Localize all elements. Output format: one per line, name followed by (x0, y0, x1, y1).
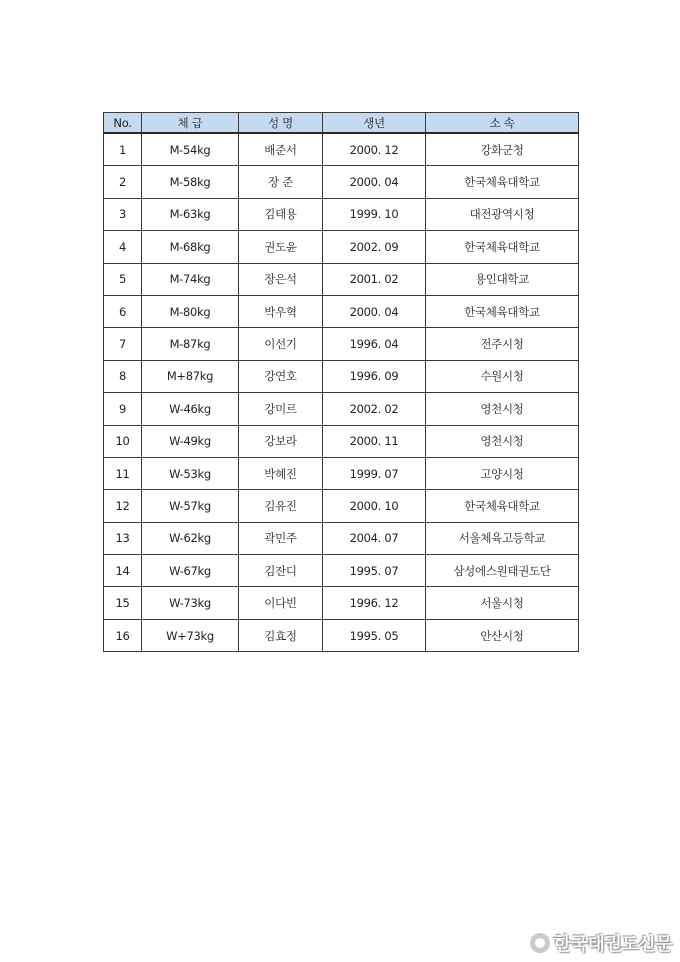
table-row (104, 490, 579, 522)
cell-birth: 2000. 12 (323, 133, 426, 166)
cell-name: 김효정 (239, 619, 323, 651)
table-row (104, 360, 579, 392)
cell-no: 12 (104, 490, 142, 522)
cell-team: 삼성에스원태권도단 (426, 555, 579, 587)
table-row (104, 198, 579, 230)
cell-birth: 2002. 09 (323, 231, 426, 263)
cell-birth: 1995. 07 (323, 555, 426, 587)
table-header-row (104, 113, 579, 134)
cell-weight-class: M-58kg (142, 166, 239, 198)
cell-no: 16 (104, 619, 142, 651)
table-body (104, 133, 579, 652)
cell-team: 한국체육대학교 (426, 295, 579, 327)
cell-no: 13 (104, 522, 142, 554)
cell-birth: 2000. 11 (323, 425, 426, 457)
cell-team: 수원시청 (426, 360, 579, 392)
watermark (530, 930, 672, 956)
roster-table (103, 112, 579, 652)
cell-birth: 2000. 04 (323, 295, 426, 327)
cell-weight-class: W-49kg (142, 425, 239, 457)
cell-name: 이다빈 (239, 587, 323, 619)
header-no: No. (104, 113, 142, 134)
cell-weight-class: W+73kg (142, 619, 239, 651)
cell-team: 서울체육고등학교 (426, 522, 579, 554)
table-row (104, 619, 579, 651)
table-row (104, 425, 579, 457)
cell-team: 한국체육대학교 (426, 231, 579, 263)
cell-team: 한국체육대학교 (426, 166, 579, 198)
cell-birth: 2004. 07 (323, 522, 426, 554)
cell-no: 2 (104, 166, 142, 198)
cell-team: 서울시청 (426, 587, 579, 619)
table-row (104, 555, 579, 587)
table-row (104, 133, 579, 166)
cell-name: 박우혁 (239, 295, 323, 327)
table-row (104, 295, 579, 327)
cell-birth: 2001. 02 (323, 263, 426, 295)
cell-no: 6 (104, 295, 142, 327)
table-row (104, 393, 579, 425)
cell-no: 5 (104, 263, 142, 295)
table-row (104, 522, 579, 554)
cell-weight-class: M+87kg (142, 360, 239, 392)
cell-name: 김유진 (239, 490, 323, 522)
header-team: 소 속 (426, 113, 579, 134)
cell-name: 배준서 (239, 133, 323, 166)
cell-name: 장 준 (239, 166, 323, 198)
cell-team: 강화군청 (426, 133, 579, 166)
header-name: 성 명 (239, 113, 323, 134)
cell-birth: 1996. 04 (323, 328, 426, 360)
cell-name: 곽민주 (239, 522, 323, 554)
table-row (104, 587, 579, 619)
cell-birth: 1995. 05 (323, 619, 426, 651)
cell-name: 이선기 (239, 328, 323, 360)
cell-name: 박혜진 (239, 457, 323, 489)
cell-team: 한국체육대학교 (426, 490, 579, 522)
cell-weight-class: W-73kg (142, 587, 239, 619)
logo-icon (530, 933, 550, 953)
cell-no: 9 (104, 393, 142, 425)
cell-name: 강미르 (239, 393, 323, 425)
table-row (104, 231, 579, 263)
cell-team: 용인대학교 (426, 263, 579, 295)
cell-birth: 2000. 04 (323, 166, 426, 198)
cell-team: 고양시청 (426, 457, 579, 489)
cell-weight-class: W-67kg (142, 555, 239, 587)
cell-birth: 2000. 10 (323, 490, 426, 522)
cell-no: 15 (104, 587, 142, 619)
cell-team: 전주시청 (426, 328, 579, 360)
cell-no: 10 (104, 425, 142, 457)
cell-weight-class: M-68kg (142, 231, 239, 263)
cell-team: 영천시청 (426, 393, 579, 425)
cell-weight-class: M-80kg (142, 295, 239, 327)
header-birth: 생년 (323, 113, 426, 134)
cell-no: 11 (104, 457, 142, 489)
cell-name: 강연호 (239, 360, 323, 392)
cell-team: 안산시청 (426, 619, 579, 651)
cell-no: 4 (104, 231, 142, 263)
table-row (104, 263, 579, 295)
cell-no: 14 (104, 555, 142, 587)
cell-name: 김잔디 (239, 555, 323, 587)
cell-weight-class: W-57kg (142, 490, 239, 522)
cell-no: 7 (104, 328, 142, 360)
cell-weight-class: W-53kg (142, 457, 239, 489)
cell-weight-class: M-87kg (142, 328, 239, 360)
table-row (104, 166, 579, 198)
cell-name: 권도윤 (239, 231, 323, 263)
cell-team: 대전광역시청 (426, 198, 579, 230)
cell-birth: 2002. 02 (323, 393, 426, 425)
cell-birth: 1996. 09 (323, 360, 426, 392)
cell-no: 3 (104, 198, 142, 230)
table-row (104, 328, 579, 360)
cell-team: 영천시청 (426, 425, 579, 457)
cell-weight-class: W-62kg (142, 522, 239, 554)
cell-no: 8 (104, 360, 142, 392)
cell-weight-class: M-63kg (142, 198, 239, 230)
cell-birth: 1999. 10 (323, 198, 426, 230)
cell-weight-class: W-46kg (142, 393, 239, 425)
cell-name: 김태용 (239, 198, 323, 230)
cell-birth: 1999. 07 (323, 457, 426, 489)
cell-name: 강보라 (239, 425, 323, 457)
table-row (104, 457, 579, 489)
header-weight-class: 체 급 (142, 113, 239, 134)
watermark-text: 한국태권도신문 (553, 934, 672, 955)
cell-birth: 1996. 12 (323, 587, 426, 619)
cell-no: 1 (104, 133, 142, 166)
cell-weight-class: M-54kg (142, 133, 239, 166)
cell-weight-class: M-74kg (142, 263, 239, 295)
cell-name: 장은석 (239, 263, 323, 295)
